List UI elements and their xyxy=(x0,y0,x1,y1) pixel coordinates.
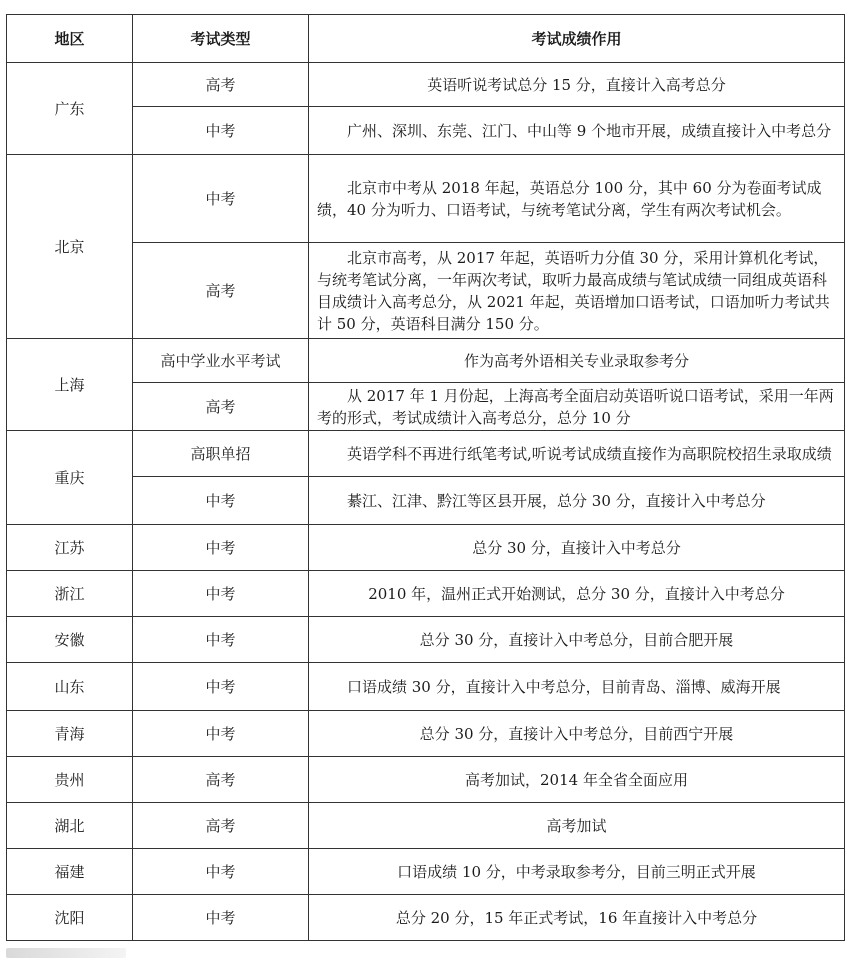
table-row xyxy=(7,711,845,757)
exam-type-cell: 中考 xyxy=(133,477,309,525)
table-row xyxy=(7,107,845,155)
effect-cell: 从 2017 年 1 月份起，上海高考全面启动英语听说口语考试，采用一年两考的形式，考试成绩计入高考总分，总分 10 分 xyxy=(309,383,845,431)
region-cell: 湖北 xyxy=(7,803,133,849)
effect-cell: 英语听说考试总分 15 分，直接计入高考总分 xyxy=(309,63,845,107)
exam-type-cell: 高中学业水平考试 xyxy=(133,339,309,383)
header-score-effect: 考试成绩作用 xyxy=(309,15,845,63)
faded-watermark-strip xyxy=(6,948,126,958)
region-cell: 浙江 xyxy=(7,571,133,617)
effect-cell: 口语成绩 30 分，直接计入中考总分，目前青岛、淄博、威海开展 xyxy=(309,663,845,711)
exam-type-cell: 中考 xyxy=(133,895,309,941)
effect-cell: 綦江、江津、黔江等区县开展，总分 30 分，直接计入中考总分 xyxy=(309,477,845,525)
exam-type-cell: 中考 xyxy=(133,711,309,757)
effect-cell: 口语成绩 10 分，中考录取参考分，目前三明正式开展 xyxy=(309,849,845,895)
exam-type-cell: 中考 xyxy=(133,571,309,617)
exam-type-cell: 高考 xyxy=(133,63,309,107)
table-row xyxy=(7,383,845,431)
table-row xyxy=(7,243,845,339)
table-header-row xyxy=(7,15,845,63)
table-row xyxy=(7,895,845,941)
table-row xyxy=(7,571,845,617)
exam-type-cell: 中考 xyxy=(133,155,309,243)
effect-cell: 北京市高考，从 2017 年起，英语听力分值 30 分，采用计算机化考试，与统考笔试分离，一年两次考试，取听力最高成绩与笔试成绩一同组成英语科目成绩计入高考总分，从 2021 年起，英语增加口语考试，口语加听力考试共计 50 分，英语科目满分 150 分。 xyxy=(309,243,845,339)
table-row xyxy=(7,525,845,571)
exam-type-cell: 高考 xyxy=(133,757,309,803)
effect-cell: 总分 30 分，直接计入中考总分，目前合肥开展 xyxy=(309,617,845,663)
exam-type-cell: 高考 xyxy=(133,243,309,339)
exam-type-cell: 高职单招 xyxy=(133,431,309,477)
table-row xyxy=(7,617,845,663)
table-row xyxy=(7,477,845,525)
header-exam-type: 考试类型 xyxy=(133,15,309,63)
region-cell: 山东 xyxy=(7,663,133,711)
table-row xyxy=(7,339,845,383)
region-cell: 青海 xyxy=(7,711,133,757)
region-cell: 福建 xyxy=(7,849,133,895)
region-cell: 贵州 xyxy=(7,757,133,803)
table-row xyxy=(7,663,845,711)
table-row xyxy=(7,431,845,477)
effect-cell: 高考加试，2014 年全省全面应用 xyxy=(309,757,845,803)
exam-type-cell: 中考 xyxy=(133,663,309,711)
oral-exam-policy-table xyxy=(6,14,845,941)
exam-type-cell: 中考 xyxy=(133,107,309,155)
exam-type-cell: 高考 xyxy=(133,803,309,849)
region-cell: 北京 xyxy=(7,155,133,339)
exam-type-cell: 高考 xyxy=(133,383,309,431)
region-cell: 上海 xyxy=(7,339,133,431)
effect-cell: 2010 年，温州正式开始测试，总分 30 分，直接计入中考总分 xyxy=(309,571,845,617)
region-cell: 重庆 xyxy=(7,431,133,525)
table-row xyxy=(7,757,845,803)
region-cell: 安徽 xyxy=(7,617,133,663)
table-row xyxy=(7,155,845,243)
effect-cell: 广州、深圳、东莞、江门、中山等 9 个地市开展，成绩直接计入中考总分 xyxy=(309,107,845,155)
exam-type-cell: 中考 xyxy=(133,617,309,663)
table-row xyxy=(7,803,845,849)
region-cell: 江苏 xyxy=(7,525,133,571)
table-row xyxy=(7,63,845,107)
effect-cell: 高考加试 xyxy=(309,803,845,849)
effect-cell: 作为高考外语相关专业录取参考分 xyxy=(309,339,845,383)
exam-type-cell: 中考 xyxy=(133,849,309,895)
effect-cell: 英语学科不再进行纸笔考试,听说考试成绩直接作为高职院校招生录取成绩 xyxy=(309,431,845,477)
effect-cell: 北京市中考从 2018 年起，英语总分 100 分，其中 60 分为卷面考试成绩，40 分为听力、口语考试，与统考笔试分离，学生有两次考试机会。 xyxy=(309,155,845,243)
effect-cell: 总分 30 分，直接计入中考总分，目前西宁开展 xyxy=(309,711,845,757)
region-cell: 沈阳 xyxy=(7,895,133,941)
effect-cell: 总分 30 分，直接计入中考总分 xyxy=(309,525,845,571)
effect-cell: 总分 20 分，15 年正式考试，16 年直接计入中考总分 xyxy=(309,895,845,941)
header-region: 地区 xyxy=(7,15,133,63)
exam-type-cell: 中考 xyxy=(133,525,309,571)
region-cell: 广东 xyxy=(7,63,133,155)
table-row xyxy=(7,849,845,895)
